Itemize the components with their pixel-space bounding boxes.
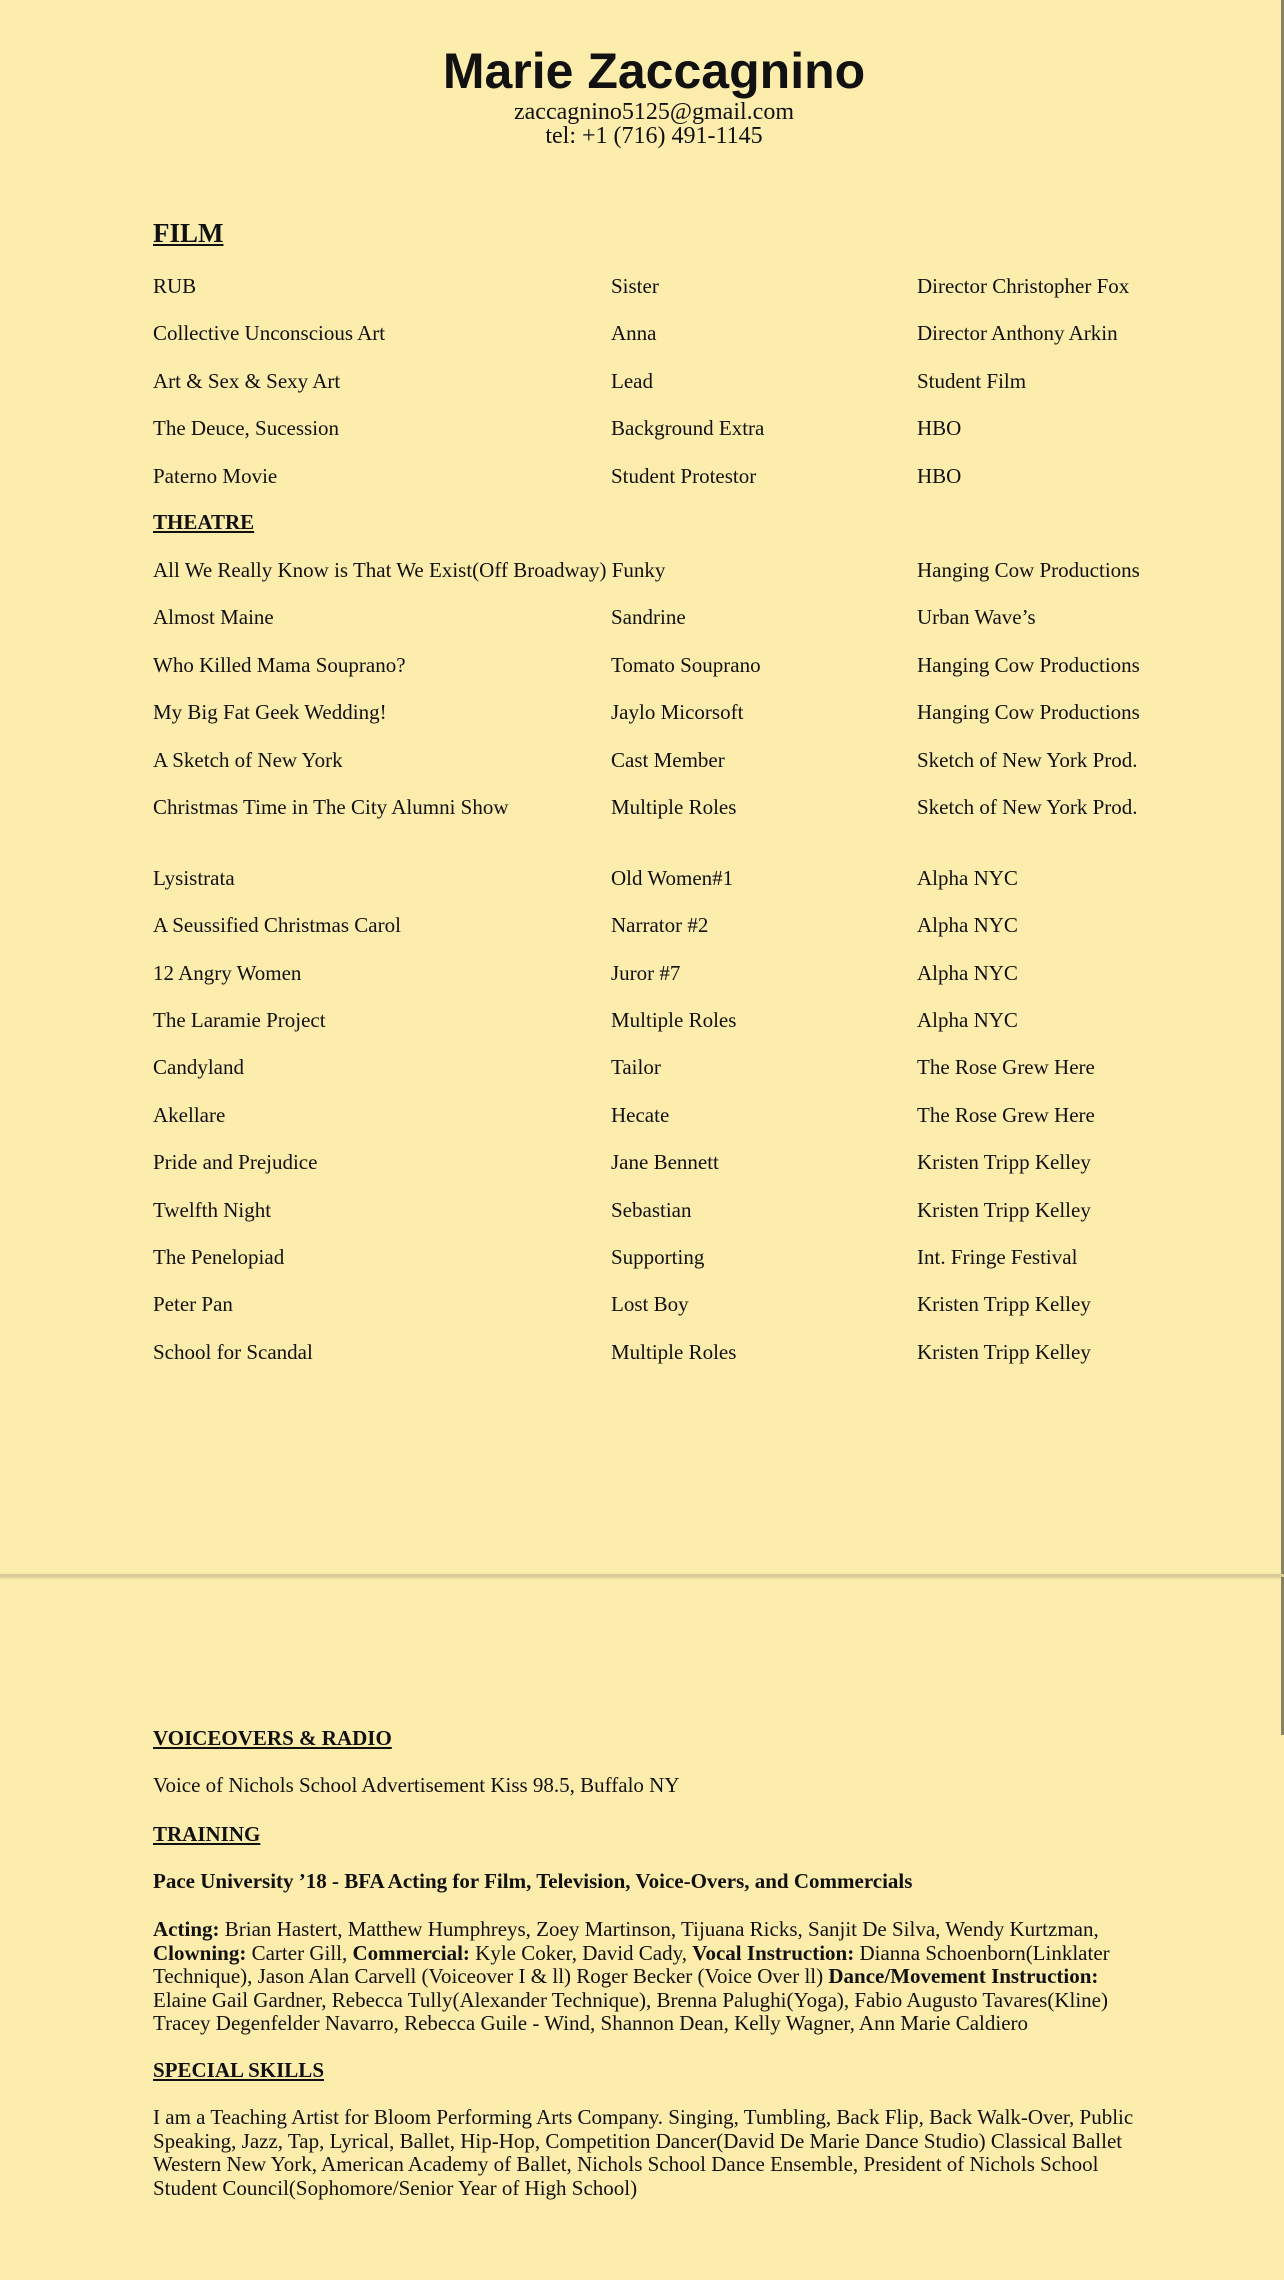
company: Student Film [917,369,1027,393]
production-title: Candyland [153,1055,244,1079]
film-section-title: FILM [153,218,224,248]
film-credit-row [153,318,1153,348]
company: HBO [917,464,962,488]
company: The Rose Grew Here [917,1103,1095,1127]
production-title: Who Killed Mama Souprano? [153,653,406,677]
training-section-title: TRAINING [153,1822,261,1846]
company: Kristen Tripp Kelley [917,1292,1091,1316]
production-title: The Penelopiad [153,1245,285,1269]
resume-header [0,42,1284,148]
role: Background Extra [611,416,765,440]
voiceovers-section-title: VOICEOVERS & RADIO [153,1726,392,1750]
production-title: A Sketch of New York [153,748,343,772]
production-title: Art & Sex & Sexy Art [153,369,341,393]
company: Kristen Tripp Kelley [917,1150,1091,1174]
dance-label: Dance/Movement Instruction: [828,1964,1099,1988]
theatre-credit-row [153,1242,1153,1272]
theatre-credit-row [153,1100,1153,1130]
theatre-credit-row [153,745,1153,775]
role: Student Protestor [611,464,757,488]
company: Alpha NYC [917,1008,1018,1032]
role: Tailor [611,1055,661,1079]
acting-text: Brian Hastert, Matthew Humphreys, Zoey Martinson, Tijuana Ricks, Sanjit De Silva, Wendy Kurtzman, [219,1917,1099,1941]
role: Anna [611,321,657,345]
theatre-credit-row [153,602,1153,632]
company: Alpha NYC [917,913,1018,937]
production-title: School for Scandal [153,1340,313,1364]
clowning-text: Carter Gill, [246,1940,353,1965]
contact-email: zaccagnino5125@gmail.com [513,99,794,125]
company: Int. Fringe Festival [917,1245,1078,1269]
theatre-credit-row [153,863,1153,893]
production-title: The Laramie Project [153,1008,326,1032]
production-title: Christmas Time in The City Alumni Show [153,795,509,819]
theatre-credit-row [153,697,1153,727]
company: Alpha NYC [917,866,1018,890]
acting-label: Acting: [153,1917,220,1941]
contact-phone: tel: +1 (716) 491-1145 [545,123,763,149]
production-title: All We Really Know is That We Exist(Off Broadway) Funky [153,558,666,582]
theatre-credit-row [153,792,1153,822]
production-title: Twelfth Night [153,1198,272,1222]
film-credit-row [153,366,1153,396]
production-title: Peter Pan [153,1292,233,1316]
film-credit-row [153,271,1153,301]
theatre-credit-row [153,555,1153,585]
theatre-credit-row [153,1195,1153,1225]
theatre-credit-row [153,958,1153,988]
special-skills-text: I am a Teaching Artist for Bloom Performing Arts Company. Singing, Tumbling, Back Flip, Back Walk-Over, Public Speaking, Jazz, Tap, Lyrical, Ballet, Hip-Hop, Competition Dancer(David De Marie Dance Studio) Classical Ballet Western New York, American Academy of Ballet, Nichols School Dance Ensemble, President of Nichols School Student Council(Sophomore/Senior Year of High School) [153,2105,1134,2200]
role: Juror #7 [611,961,681,985]
production-title: The Deuce, Sucession [153,416,340,440]
company: Hanging Cow Productions [917,653,1140,677]
company: Urban Wave’s [917,605,1036,629]
production-title: Paterno Movie [153,464,278,488]
commercial-text: Kyle Coker, David Cady, [469,1940,693,1965]
production-title: My Big Fat Geek Wedding! [153,700,387,724]
company: Sketch of New York Prod. [917,795,1138,819]
vocal-label: Vocal Instruction: [692,1940,855,1965]
production-title: Akellare [153,1103,226,1127]
role: Jaylo Micorsoft [611,700,744,724]
voiceovers-text: Voice of Nichols School Advertisement Kiss 98.5, Buffalo NY [153,1773,680,1797]
role: Lead [611,369,653,393]
role: Multiple Roles [611,795,737,819]
company: HBO [917,416,962,440]
company: Alpha NYC [917,961,1018,985]
theatre-credit-row [153,1337,1153,1367]
company: Director Christopher Fox [917,274,1130,298]
production-title: Pride and Prejudice [153,1150,318,1174]
company: Kristen Tripp Kelley [917,1340,1091,1364]
company: Hanging Cow Productions [917,700,1140,724]
theatre-section-title: THEATRE [153,510,255,534]
theatre-credit-row [153,910,1153,940]
role: Old Women#1 [611,866,734,890]
role: Jane Bennett [611,1150,719,1174]
role: Narrator #2 [611,913,709,937]
production-title: A Seussified Christmas Carol [153,913,401,937]
role: Lost Boy [611,1292,689,1316]
production-title: 12 Angry Women [153,961,302,985]
company: Hanging Cow Productions [917,558,1140,582]
theatre-credit-row [153,1289,1153,1319]
production-title: RUB [153,274,197,298]
role: Supporting [611,1245,705,1269]
vocal-text: Dianna Schoenborn(Linklater Technique), Jason Alan Carvell (Voiceover I & ll) Roger Becker (Voice Over ll) [153,1940,1110,1988]
company: Director Anthony Arkin [917,321,1118,345]
role: Sister [611,274,659,298]
theatre-credit-row [153,650,1153,680]
role: Sebastian [611,1198,692,1222]
role: Multiple Roles [611,1340,737,1364]
role: Multiple Roles [611,1008,737,1032]
candidate-name: Marie Zaccagnino [442,43,866,99]
theatre-credit-row [153,1147,1153,1177]
company: Kristen Tripp Kelley [917,1198,1091,1222]
page-break [0,1574,1284,1577]
theatre-credit-row [153,1052,1153,1082]
role: Cast Member [611,748,725,772]
production-title: Almost Maine [153,605,274,629]
production-title: Collective Unconscious Art [153,321,386,345]
role: Tomato Souprano [611,653,761,677]
film-credit-row [153,413,1153,443]
training-instructors [153,1918,1153,2036]
role: Sandrine [611,605,686,629]
training-degree: Pace University ’18 - BFA Acting for Film, Television, Voice-Overs, and Commercials [153,1869,913,1893]
dance-text: Elaine Gail Gardner, Rebecca Tully(Alexander Technique), Brenna Palughi(Yoga), Fabio Augusto Tavares(Kline) Tracey Degenfelder Navarro, Rebecca Guile - Wind, Shannon Dean, Kelly Wagner, Ann Marie Caldiero [153,1987,1108,2035]
commercial-label: Commercial: [352,1940,470,1965]
production-title: Lysistrata [153,866,235,890]
company: The Rose Grew Here [917,1055,1095,1079]
company: Sketch of New York Prod. [917,748,1138,772]
special-skills-section-title: SPECIAL SKILLS [153,2058,324,2082]
clowning-label: Clowning: [153,1940,247,1965]
film-credit-row [153,461,1153,491]
role: Hecate [611,1103,670,1127]
theatre-credit-row [153,1005,1153,1035]
